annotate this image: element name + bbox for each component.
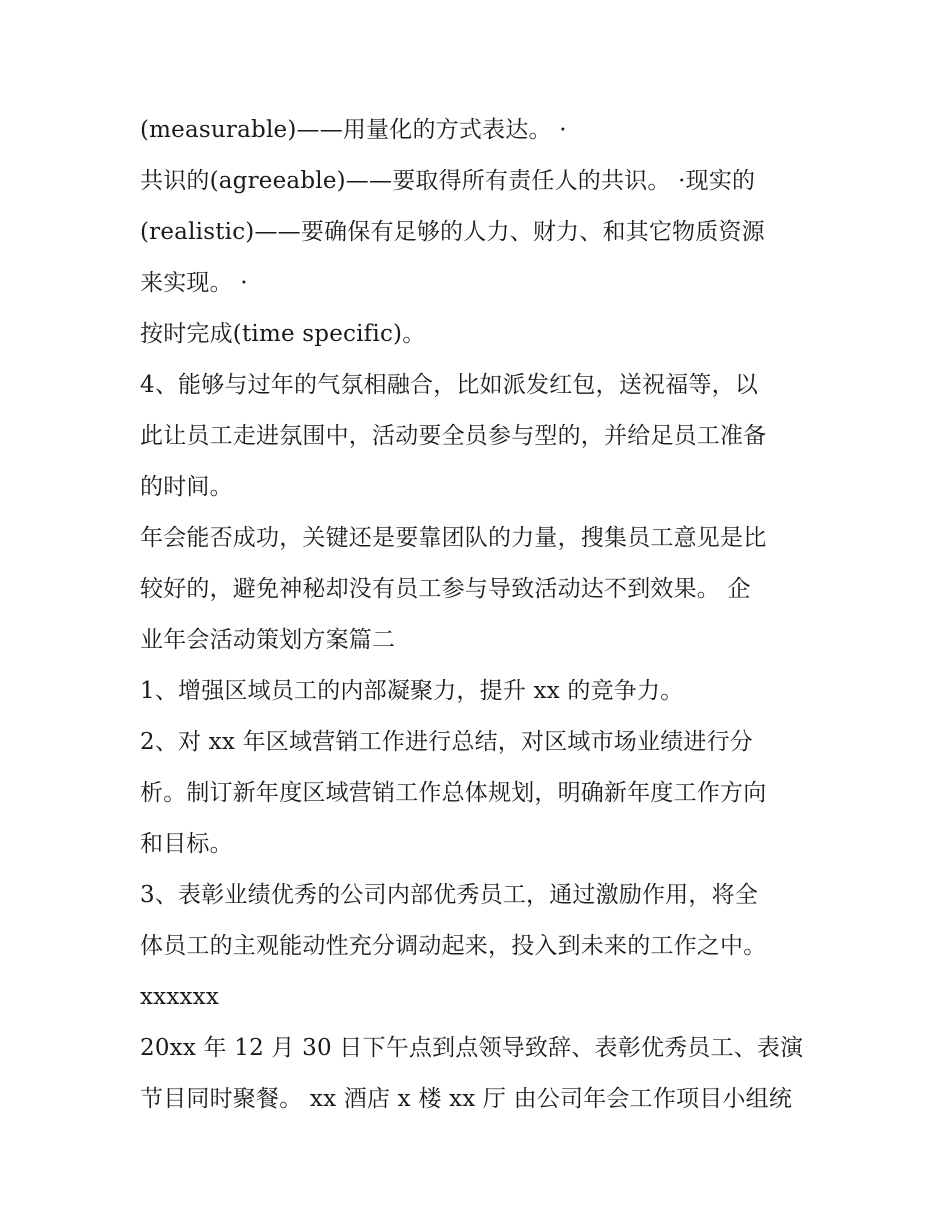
text-line: 的时间。 xyxy=(140,474,233,500)
text-line: 此让员工走进氛围中，活动要全员参与型的，并给足员工准备 xyxy=(140,423,767,449)
text-line: 体员工的主观能动性充分调动起来，投入到未来的工作之中。 xyxy=(140,933,767,959)
text-line: 按时完成(time specific)。 xyxy=(140,321,426,347)
text-line: 1、增强区域员工的内部凝聚力，提升 xx 的竞争力。 xyxy=(140,678,684,704)
text-line: 4、能够与过年的气氛相融合，比如派发红包，送祝福等，以 xyxy=(140,372,759,398)
text-line: 析。制订新年度区域营销工作总体规划，明确新年度工作方向 xyxy=(140,780,767,806)
text-line: xxxxxx xyxy=(140,984,220,1010)
text-line: 年会能否成功，关键还是要靠团队的力量，搜集员工意见是比 xyxy=(140,525,767,551)
text-line: 2、对 xx 年区域营销工作进行总结，对区域市场业绩进行分 xyxy=(140,729,753,755)
text-line: 共识的(agreeable)——要取得所有责任人的共识。 ·现实的 xyxy=(140,168,756,194)
text-line: (realistic)——要确保有足够的人力、财力、和其它物质资源 xyxy=(140,219,765,245)
text-line: 和目标。 xyxy=(140,831,233,857)
document-body xyxy=(140,105,820,1125)
section-heading: 业年会活动策划方案篇二 xyxy=(140,627,396,653)
text-line: (measurable)——用量化的方式表达。 · xyxy=(140,117,567,143)
text-line: 节目同时聚餐。 xx 酒店 x 楼 xx 厅 由公司年会工作项目小组统 xyxy=(140,1086,793,1112)
text-line: 来实现。 · xyxy=(140,270,248,296)
text-line: 3、表彰业绩优秀的公司内部优秀员工，通过激励作用，将全 xyxy=(140,882,759,908)
text-line: 较好的，避免神秘却没有员工参与导致活动达不到效果。 企 xyxy=(140,576,751,602)
text-line: 20xx 年 12 月 30 日下午点到点领导致辞、表彰优秀员工、表演 xyxy=(140,1035,804,1061)
